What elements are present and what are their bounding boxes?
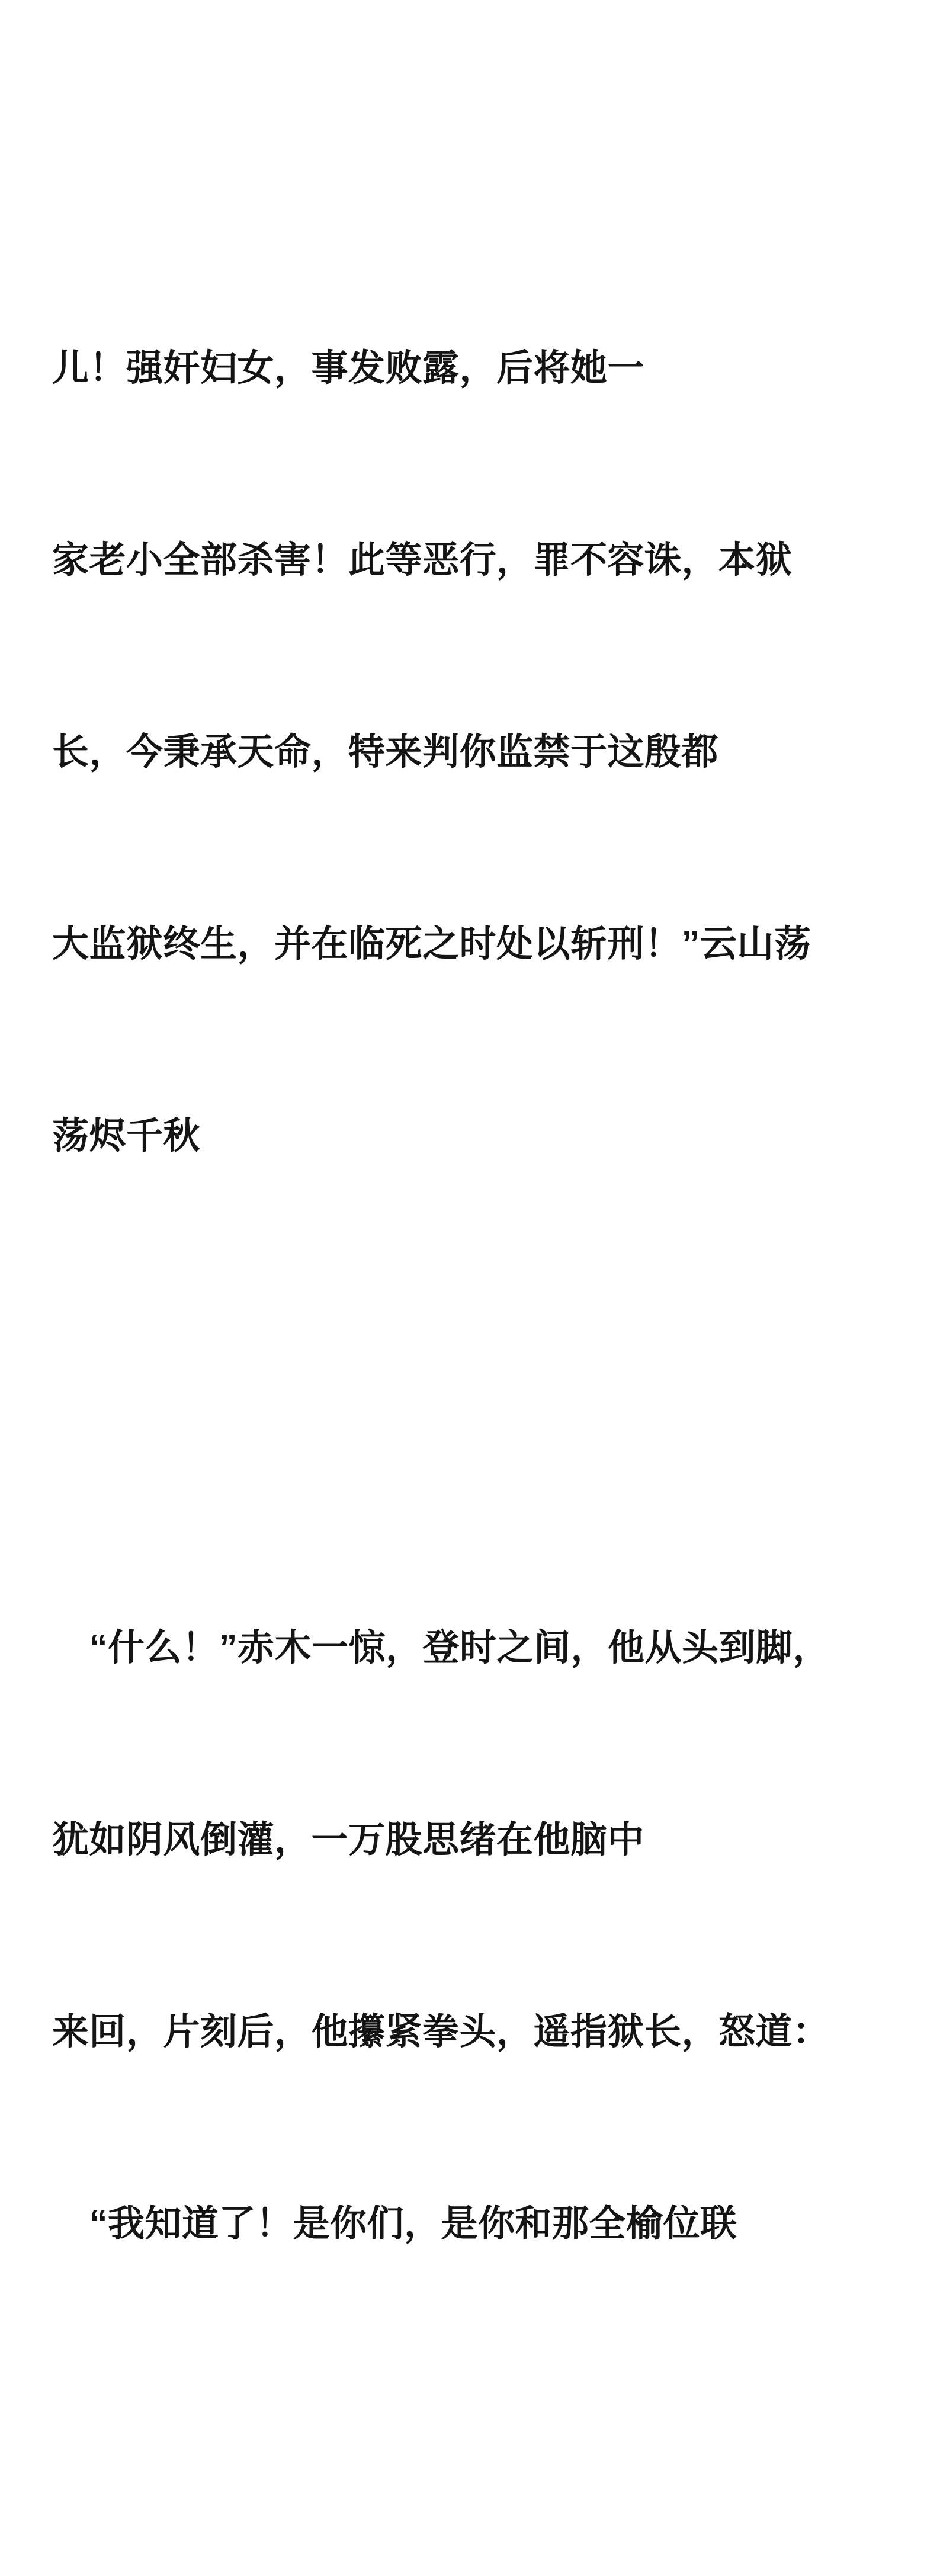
text-line: 儿！强奸妇女，事发败露，后将她一 [52, 348, 645, 389]
text-line: 荡烬千秋 [52, 1116, 201, 1156]
text-line: “我知道了！是你们，是你和那全榆位联 [52, 2203, 737, 2244]
text-line: 长，今秉承天命，特来判你监禁于这殷都 [52, 732, 719, 773]
text-line: 家老小全部杀害！此等恶行，罪不容诛，本狱 [52, 540, 793, 581]
text-line: 来回，片刻后，他攥紧拳头，遥指狱长，怒道： [52, 2011, 830, 2052]
text-line: 大监狱终生，并在临死之时处以斩刑！”云山荡 [52, 924, 811, 965]
paragraph-2 [52, 1488, 916, 2384]
paragraph-1 [52, 209, 916, 1296]
text-line: “什么！”赤木一惊，登时之间，他从头到脚， [52, 1627, 830, 1668]
document-text-body [52, 17, 916, 2576]
text-line: 犹如阴风倒灌，一万股思绪在他脑中 [52, 1819, 645, 1860]
